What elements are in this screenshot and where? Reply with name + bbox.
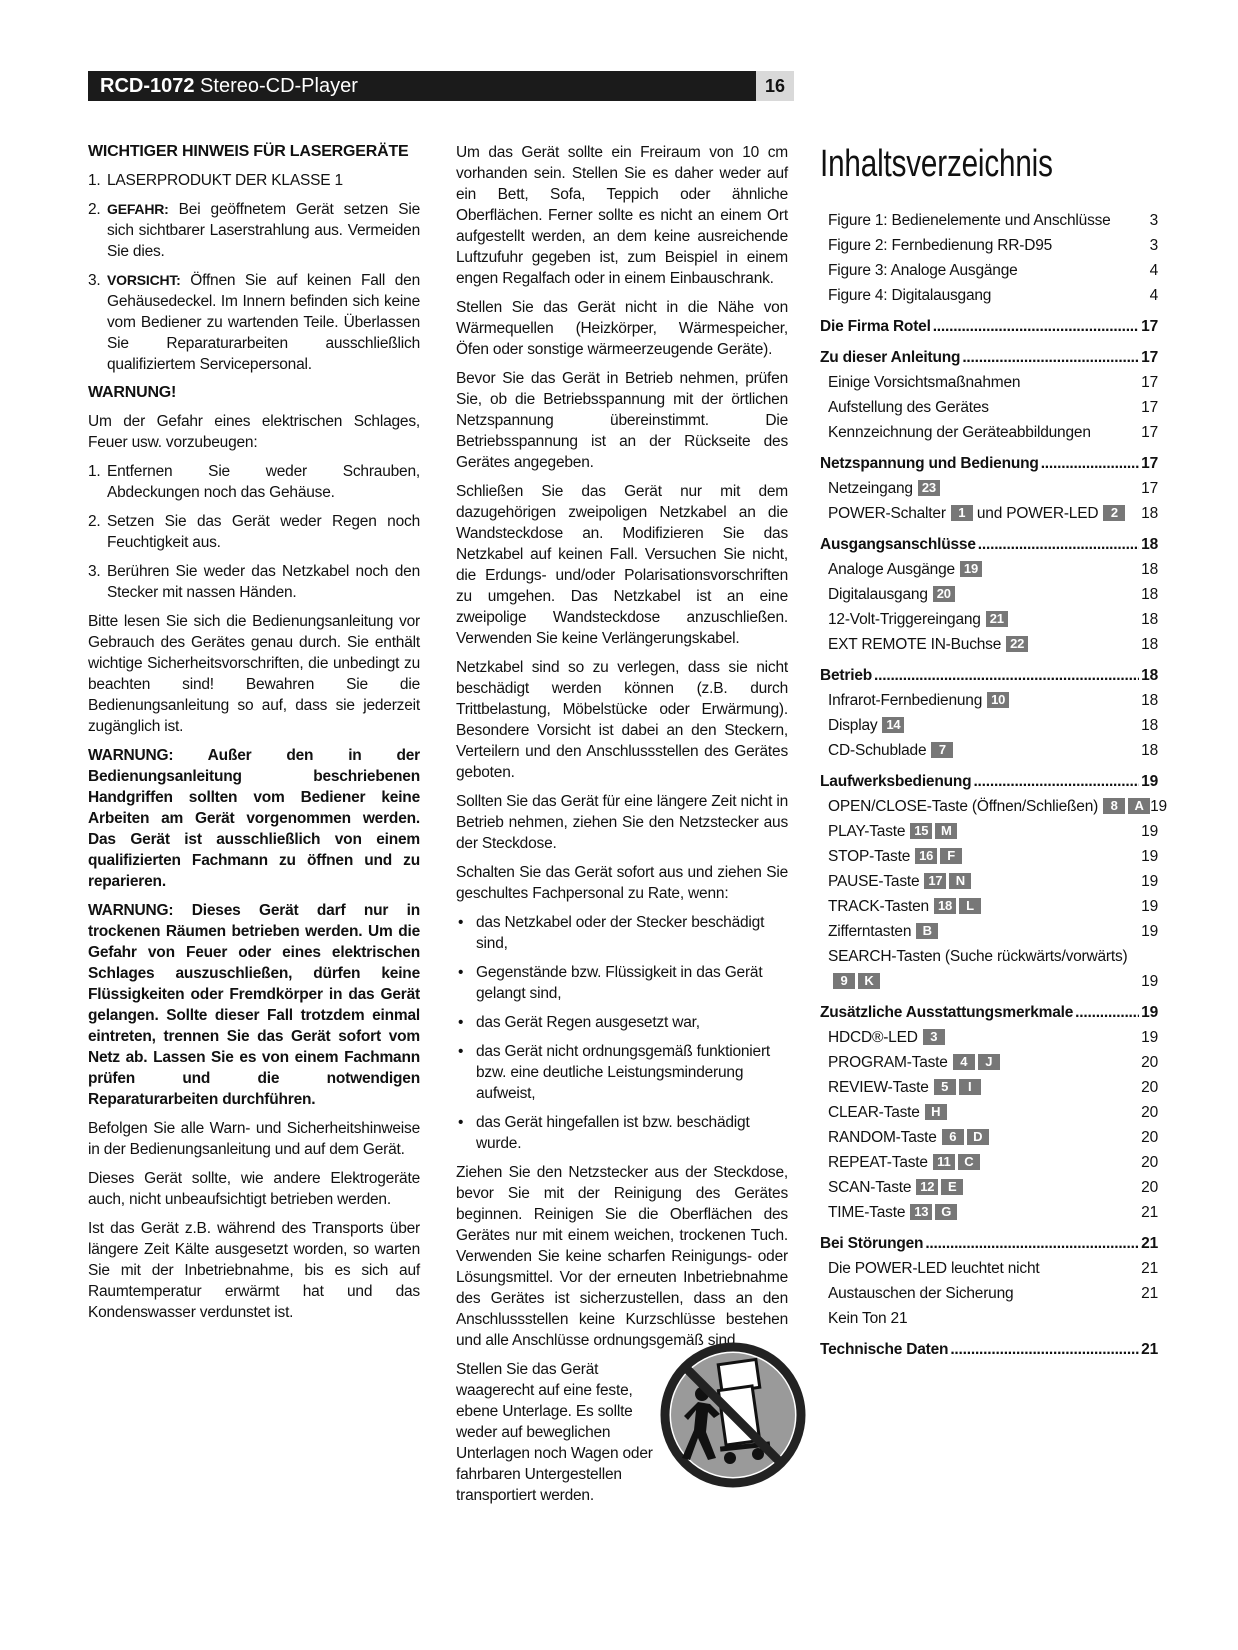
bullet-icon: • (458, 1043, 464, 1060)
list-number: 2. (88, 201, 101, 218)
toc-subentry-page: 18 (1141, 611, 1158, 628)
list-item (88, 561, 420, 603)
toc-subentry (820, 1256, 1158, 1281)
reference-badge: 18 (934, 898, 956, 914)
toc-section-title: Bei Störungen (820, 1235, 924, 1252)
page-number: 16 (756, 71, 794, 101)
toc-subentry-text: Austauschen der Sicherung (828, 1285, 1014, 1302)
reference-badge: L (959, 898, 981, 914)
toc-entry-page: 4 (1149, 287, 1158, 304)
toc-subentry-text: RANDOM-Taste (828, 1129, 937, 1146)
toc-section-title: Zu dieser Anleitung (820, 349, 961, 366)
list-item (88, 270, 420, 375)
reference-badge: 2 (1103, 505, 1125, 521)
toc-section-title: Netzspannung und Bedienung (820, 455, 1039, 472)
toc-subentry-page: 17 (1141, 424, 1158, 441)
toc-subentry (820, 794, 1167, 819)
toc-subentry-text: TRACK-Tasten (828, 898, 929, 915)
reference-badges (930, 582, 955, 607)
toc-subentry-title (828, 557, 982, 582)
toc-subentry-title (828, 1100, 947, 1125)
toc-subentry (820, 1125, 1158, 1150)
toc-subentry-text: 12-Volt-Triggereingang (828, 611, 981, 628)
reference-badge: 8 (1103, 798, 1125, 814)
left-column (88, 142, 420, 1331)
paragraph: Netzkabel sind so zu verlegen, dass sie nicht beschädigt werden können (z.B. durch Trittbelastung, Möbelstücke oder Erwärmung). Besondere Vorsicht ist dabei an den Steckern, Verteilern und den Anschlussstellen des Gerätes geboten. (456, 659, 788, 781)
reference-badges (913, 1175, 963, 1200)
list-number: 3. (88, 563, 101, 580)
no-cart-warning-icon (658, 1340, 808, 1490)
toc-section-entry (820, 1231, 1158, 1256)
toc-subentry-text: OPEN/CLOSE-Taste (Öffnen/Schließen) (828, 798, 1099, 815)
toc-subentry (820, 420, 1158, 445)
reference-badges (983, 607, 1008, 632)
toc-entry-title: Figure 1: Bedienelemente und Anschlüsse (828, 212, 1111, 229)
toc-subentry-page: 18 (1141, 586, 1158, 603)
toc-subentry-text: Infrarot-Fernbedienung (828, 692, 983, 709)
list-text: Berühren Sie weder das Netzkabel noch den Stecker mit nassen Händen. (107, 563, 420, 601)
list-text: das Gerät nicht ordnungsgemäß funktioniert bzw. eine deutliche Leistungsminderung aufweist, (476, 1043, 771, 1102)
list-item (456, 912, 788, 954)
reference-badges (912, 844, 962, 869)
list-text: das Netzkabel oder der Stecker beschädigt sind, (476, 914, 765, 952)
toc-subentry-text: SCAN-Taste (828, 1179, 912, 1196)
toc-subentry (820, 688, 1158, 713)
list-number: 2. (88, 513, 101, 530)
toc-subentry-title (828, 1200, 957, 1225)
reference-badge: 23 (918, 480, 940, 496)
reference-badges (830, 969, 880, 994)
reference-badge: 11 (933, 1154, 955, 1170)
reference-badge: H (925, 1104, 947, 1120)
toc-subentry (820, 1150, 1158, 1175)
paragraph: Schalten Sie das Gerät sofort aus und ziehen Sie geschultes Fachpersonal zu Rate, wenn: (456, 864, 788, 902)
reference-badge: 13 (910, 1204, 932, 1220)
paragraph: Um das Gerät sollte ein Freiraum von 10 cm vorhanden sein. Stellen Sie es daher weder auf ein Bett, Sofa, Teppich oder ähnliche Oberflächen. Ferner sollte es nicht an einem Ort aufgestellt werden, an dem keine ausreichende Luftzufuhr gegeben ist, zum Beispiel in einem engen Regalfach oder in einem Einbauschrank. (456, 144, 788, 287)
list-item (88, 199, 420, 262)
toc-subentry-title (828, 688, 1009, 713)
toc-subentry-text: REVIEW-Taste (828, 1079, 929, 1096)
reference-badges (907, 819, 957, 844)
toc-subentry-text: Netzeingang (828, 480, 913, 497)
reference-badge: 19 (960, 561, 982, 577)
toc-subentry (820, 844, 1158, 869)
paragraph: Befolgen Sie alle Warn- und Sicherheitshinweise in der Bedienungsanleitung und auf dem Gerät. (88, 1120, 420, 1158)
toc-entry-title: Figure 4: Digitalausgang (828, 287, 992, 304)
toc-subentry-title (828, 607, 1008, 632)
toc-leader (950, 1337, 1139, 1362)
reference-badge: A (1128, 798, 1150, 814)
list-text: Entfernen Sie weder Schrauben, Abdeckungen noch das Gehäuse. (107, 463, 420, 501)
toc-subentry-text: und POWER-LED (976, 505, 1099, 522)
toc-subentry-page: 18 (1141, 561, 1158, 578)
toc-title: Inhaltsverzeichnis (820, 143, 1053, 185)
reference-badge: 1 (951, 505, 973, 521)
list-text: LASERPRODUKT DER KLASSE 1 (107, 172, 343, 189)
toc-subentry-text: Analoge Ausgänge (828, 561, 955, 578)
laser-notice-title: WICHTIGER HINWEIS FÜR LASERGERÄTE (88, 143, 409, 160)
middle-column (456, 142, 788, 1514)
toc-figure-entry (820, 208, 1158, 233)
paragraph: Stellen Sie das Gerät waagerecht auf eine feste, ebene Unterlage. Es sollte weder auf beweglichen Unterlagen noch Wagen oder fahrbaren Untergestellen transportiert werden. (456, 1361, 653, 1504)
toc-subentry-title (828, 1025, 945, 1050)
reference-badges (922, 1100, 947, 1125)
reference-badge: 15 (910, 823, 932, 839)
reference-badges (915, 476, 940, 501)
reference-badge: 20 (933, 586, 955, 602)
toc-subentry-title (828, 582, 955, 607)
toc-subentry (820, 557, 1158, 582)
warning-list (88, 461, 420, 603)
toc-section-title: Zusätzliche Ausstattungsmerkmale (820, 1004, 1074, 1021)
reference-badge: F (940, 848, 962, 864)
paragraph: Ziehen Sie den Netzstecker aus der Steckdose, bevor Sie mit der Reinigung des Gerätes beginnen. Reinigen Sie die Oberflächen des Gerätes nur mit einem weichen, trockenen Tuch. Verwenden Sie keine scharfen Reinigungs- oder Lösungsmittel. Vor der erneuten Inbetriebnahme des Gerätes ist sicherzustellen, dass an den Anschlussstellen keine Kurzschlüsse bestehen und alle Anschlüsse ordnungsgemäß sind. (456, 1164, 788, 1349)
paragraph: Schließen Sie das Gerät nur mit dem dazugehörigen zweipoligen Netzkabel an die Wandsteckdose an. Modifizieren Sie das Netzkabel auf keinen Fall. Versuchen Sie nicht, die Erdungs- und/oder Polarisationsvorschriften zu umgehen. Das Netzkabel ist an eine zweipolige Wandsteckdose anzuschließen. Verwenden Sie keine Verlängerungskabel. (456, 483, 788, 647)
reference-badge: N (949, 873, 971, 889)
toc-subentry-title (828, 1175, 963, 1200)
toc-section-entry (820, 769, 1158, 794)
toc-subentry-title (828, 501, 1125, 526)
toc-subentry-title (828, 632, 1028, 657)
list-item (88, 511, 420, 553)
list-text: das Gerät hingefallen ist bzw. beschädigt wurde. (476, 1114, 750, 1152)
toc-leader (933, 314, 1139, 339)
toc-column (820, 142, 1167, 1362)
toc-subentry-continuation (820, 969, 1158, 994)
toc-leader (1075, 1000, 1139, 1025)
toc-section-entry (820, 532, 1158, 557)
toc-section-entry (820, 663, 1158, 688)
reference-badge: 3 (923, 1029, 945, 1045)
reference-badge: 16 (915, 848, 937, 864)
table-of-contents (820, 208, 1167, 1362)
toc-figure-entry (820, 233, 1158, 258)
toc-entry-page: 4 (1149, 262, 1158, 279)
toc-section-entry (820, 314, 1158, 339)
toc-subentry-text: Einige Vorsichtsmaßnahmen (828, 374, 1021, 391)
toc-subentry-title (828, 370, 1020, 395)
toc-subentry (820, 738, 1158, 763)
toc-section-page: 19 (1141, 773, 1158, 790)
reference-badge: 7 (931, 742, 953, 758)
toc-subentry-text: REPEAT-Taste (828, 1154, 928, 1171)
toc-subentry-page: 17 (1141, 480, 1158, 497)
toc-subentry (820, 370, 1158, 395)
toc-subentry-text: PLAY-Taste (828, 823, 906, 840)
toc-subentry (820, 869, 1158, 894)
list-text: das Gerät Regen ausgesetzt war, (476, 1014, 700, 1031)
toc-subentry-text: PAUSE-Taste (828, 873, 920, 890)
toc-subentry-page: 19 (1141, 898, 1158, 915)
reference-badge: B (916, 923, 938, 939)
toc-entry-title: Figure 2: Fernbedienung RR-D95 (828, 237, 1053, 254)
toc-subentry (820, 607, 1158, 632)
toc-subentry-text: Die POWER-LED leuchtet nicht (828, 1260, 1040, 1277)
reference-badge: 14 (882, 717, 904, 733)
toc-entry-page: 3 (1149, 237, 1158, 254)
reference-badges (913, 919, 938, 944)
reference-badges (930, 1150, 980, 1175)
toc-section-title: Ausgangsanschlüsse (820, 536, 976, 553)
paragraph: Stellen Sie das Gerät nicht in die Nähe von Wärmequellen (Heizkörper, Wärmespeicher, Öfen oder sonstige wärmeerzeugende Geräte). (456, 299, 788, 358)
list-item (88, 170, 420, 191)
bold-warning: WARNUNG: Dieses Gerät darf nur in trockenen Räumen betrieben werden. Um die Gefahr von Feuer oder eines elektrischen Schlages auszuschließen, dürfen keine Flüssigkeiten oder Fremdkörper in das Gerät gelangen. Sollte dieser Fall trotzdem einmal eintreten, trennen Sie das Gerät sofort vom Netz ab. Lassen Sie es von einem Fachmann prüfen und die notwendigen Reparaturarbeiten durchführen. (88, 902, 420, 1108)
list-text: Bei geöffnetem Gerät setzen Sie sich sichtbarer Laserstrahlung aus. Vermeiden Sie dies. (107, 201, 420, 260)
reference-badge: M (935, 823, 957, 839)
list-item (456, 962, 788, 1004)
paragraph: Dieses Gerät sollte, wie andere Elektrogeräte auch, nicht unbeaufsichtigt betrieben werden. (88, 1170, 420, 1208)
reference-badges (921, 869, 971, 894)
toc-subentry-title (828, 1150, 980, 1175)
reference-badges (1003, 632, 1028, 657)
toc-subentry-page: 18 (1141, 717, 1158, 734)
reference-badge: E (941, 1179, 963, 1195)
toc-section-page: 18 (1141, 667, 1158, 684)
toc-subentry-text: CLEAR-Taste (828, 1104, 920, 1121)
toc-subentry-title (828, 713, 904, 738)
toc-subentry-text: TIME-Taste (828, 1204, 906, 1221)
toc-subentry-page: 18 (1141, 742, 1158, 759)
list-text: Öffnen Sie auf keinen Fall den Gehäusedeckel. Im Innern befinden sich keine vom Bediener zu wartenden Teile. Überlassen Sie Reparaturarbeiten ausschließlich qualifiziertem Servicepersonal. (107, 272, 420, 373)
paragraph: Ist das Gerät z.B. während des Transports über längere Zeit Kälte ausgesetzt worden, so warten Sie mit der Inbetriebnahme, bis es sich auf Raumtemperatur erwärmt hat und das Kondenswasser verdunstet ist. (88, 1220, 420, 1321)
list-number: 1. (88, 172, 101, 189)
reference-badge: 21 (986, 611, 1008, 627)
header-bar (88, 71, 756, 101)
toc-subentry-text: Zifferntasten (828, 923, 912, 940)
toc-leader (925, 1231, 1139, 1256)
toc-subentry (820, 1175, 1158, 1200)
toc-subentry-page: 19 (1141, 923, 1158, 940)
reference-badge: 12 (916, 1179, 938, 1195)
toc-section-entry (820, 1000, 1158, 1025)
toc-subentry (820, 1100, 1158, 1125)
toc-subentry-page: 20 (1141, 1179, 1158, 1196)
toc-section-title: Technische Daten (820, 1341, 949, 1358)
list-item (456, 1041, 788, 1104)
reference-badge: 17 (924, 873, 946, 889)
bullet-icon: • (458, 1014, 464, 1031)
toc-subentry-page: 18 (1141, 505, 1158, 522)
toc-section-title: Die Firma Rotel (820, 318, 931, 335)
toc-subentry (820, 632, 1158, 657)
toc-section-page: 21 (1141, 1341, 1158, 1358)
toc-subentry-text: Kein Ton 21 (828, 1310, 908, 1327)
toc-subentry-title (828, 738, 953, 763)
paragraph: Sollten Sie das Gerät für eine längere Zeit nicht in Betrieb nehmen, ziehen Sie den Netzstecker aus der Steckdose. (456, 793, 788, 852)
reference-badges (879, 713, 904, 738)
toc-subentry-page: 21 (1141, 1204, 1158, 1221)
list-item (456, 1012, 788, 1033)
toc-section-page: 17 (1141, 318, 1158, 335)
reference-badges (920, 1025, 945, 1050)
toc-leader (1041, 451, 1139, 476)
condition-list (456, 912, 788, 1154)
reference-badges (957, 557, 982, 582)
toc-subentry-page: 20 (1141, 1154, 1158, 1171)
toc-section-entry (820, 451, 1158, 476)
list-item (88, 461, 420, 503)
toc-subentry-title (828, 869, 971, 894)
model-name: RCD-1072 (100, 75, 195, 97)
toc-subentry (820, 476, 1158, 501)
reference-badge: C (958, 1154, 980, 1170)
toc-subentry-title (828, 819, 957, 844)
toc-subentry-text: POWER-Schalter (828, 505, 946, 522)
toc-subentry-title (828, 944, 1128, 969)
toc-subentry-title (828, 1075, 981, 1100)
toc-subentry (820, 395, 1158, 420)
toc-section-title: Laufwerksbedienung (820, 773, 972, 790)
toc-subentry-page: 20 (1141, 1129, 1158, 1146)
reference-badge: 10 (987, 692, 1009, 708)
toc-figure-entry (820, 258, 1158, 283)
toc-section-page: 18 (1141, 536, 1158, 553)
reference-badges (1100, 794, 1150, 819)
product-name: Stereo-CD-Player (200, 75, 358, 97)
toc-subentry (820, 582, 1158, 607)
reference-badges (948, 501, 973, 526)
toc-subentry-page: 20 (1141, 1104, 1158, 1121)
toc-subentry-text: SEARCH-Tasten (Suche rückwärts/vorwärts) (828, 948, 1128, 965)
toc-subentry-page: 20 (1141, 1079, 1158, 1096)
bold-warning: WARNUNG: Außer den in der Bedienungsanleitung beschriebenen Handgriffen sollten vom Bediener keine Arbeiten am Gerät vorgenommen werden. Das Gerät ist ausschließlich von einem qualifizierten Fachmann zu öffnen und zu reparieren. (88, 747, 420, 890)
toc-subentry-title (828, 844, 962, 869)
toc-subentry-title (828, 1281, 1013, 1306)
toc-subentry-text: EXT REMOTE IN-Buchse (828, 636, 1002, 653)
warning-intro: Um der Gefahr eines elektrischen Schlages, Feuer usw. vorzubeugen: (88, 413, 420, 451)
reference-badge: G (935, 1204, 957, 1220)
toc-subentry-title (828, 919, 938, 944)
toc-subentry-title (828, 1306, 907, 1331)
reference-badges (1100, 501, 1125, 526)
toc-section-page: 17 (1141, 455, 1158, 472)
list-label: GEFAHR: (107, 201, 169, 217)
toc-subentry (820, 501, 1158, 526)
toc-subentry-page: 20 (1141, 1054, 1158, 1071)
reference-badge: J (978, 1054, 1000, 1070)
warning-title: WARNUNG! (88, 384, 177, 401)
toc-subentry-page: 19 (1141, 973, 1158, 990)
toc-subentry-text: Kennzeichnung der Geräteabbildungen (828, 424, 1091, 441)
paragraph: Bitte lesen Sie sich die Bedienungsanleitung vor Gebrauch des Gerätes genau durch. Sie enthält wichtige Sicherheitsvorschriften, die unbedingt zu beachten sind! Bewahren Sie die Bedienungsanleitung so auf, dass sie jederzeit zugänglich ist. (88, 613, 420, 735)
reference-badges (950, 1050, 1000, 1075)
toc-subentry (820, 1075, 1158, 1100)
toc-entry-page: 3 (1149, 212, 1158, 229)
reference-badge: I (959, 1079, 981, 1095)
list-number: 1. (88, 463, 101, 480)
toc-subentry (820, 919, 1158, 944)
toc-subentry (820, 1050, 1158, 1075)
toc-subentry (820, 1306, 1158, 1331)
list-label: VORSICHT: (107, 272, 181, 288)
toc-subentry (820, 944, 1158, 969)
toc-subentry-page: 18 (1141, 692, 1158, 709)
toc-subentry-page: 21 (1141, 1260, 1158, 1277)
reference-badges (984, 688, 1009, 713)
toc-leader (978, 532, 1139, 557)
toc-subentry-text: STOP-Taste (828, 848, 911, 865)
toc-subentry-title (828, 395, 989, 420)
reference-badges (931, 1075, 981, 1100)
toc-subentry-page: 19 (1150, 798, 1167, 815)
toc-leader (973, 769, 1139, 794)
bullet-icon: • (458, 964, 464, 981)
reference-badge: D (967, 1129, 989, 1145)
toc-figure-entry (820, 283, 1158, 308)
list-text: Gegenstände bzw. Flüssigkeit in das Gerät gelangt sind, (476, 964, 763, 1002)
toc-leader (962, 345, 1139, 370)
toc-section-title: Betrieb (820, 667, 873, 684)
toc-subentry (820, 1200, 1158, 1225)
laser-notice-list (88, 170, 420, 375)
toc-subentry-title (828, 1050, 1000, 1075)
list-text: Setzen Sie das Gerät weder Regen noch Feuchtigkeit aus. (107, 513, 420, 551)
bullet-icon: • (458, 1114, 464, 1131)
toc-subentry-text: HDCD®-LED (828, 1029, 918, 1046)
toc-subentry (820, 713, 1158, 738)
toc-subentry-title (828, 476, 940, 501)
reference-badge: K (858, 973, 880, 989)
toc-subentry-text: Display (828, 717, 878, 734)
toc-subentry-page: 17 (1141, 374, 1158, 391)
toc-section-page: 21 (1141, 1235, 1158, 1252)
reference-badges (928, 738, 953, 763)
page-header (88, 71, 794, 101)
toc-subentry-page: 19 (1141, 1029, 1158, 1046)
toc-subentry-page: 21 (1141, 1285, 1158, 1302)
toc-subentry-page: 19 (1141, 823, 1158, 840)
toc-section-page: 17 (1141, 349, 1158, 366)
toc-subentry (820, 894, 1158, 919)
toc-subentry-page: 19 (1141, 873, 1158, 890)
paragraph: Bevor Sie das Gerät in Betrieb nehmen, prüfen Sie, ob die Betriebsspannung mit der örtlichen Netzspannung übereinstimmt. Die Betriebsspannung ist an der Rückseite des Gerätes angegeben. (456, 370, 788, 471)
bullet-icon: • (458, 914, 464, 931)
reference-badges (939, 1125, 989, 1150)
toc-section-entry (820, 345, 1158, 370)
toc-subentry-text: PROGRAM-Taste (828, 1054, 948, 1071)
toc-section-page: 19 (1141, 1004, 1158, 1021)
toc-subentry (820, 819, 1158, 844)
list-item (456, 1112, 788, 1154)
toc-subentry-page: 18 (1141, 636, 1158, 653)
toc-subentry-text: Digitalausgang (828, 586, 928, 603)
toc-subentry-title (828, 420, 1091, 445)
reference-badge: 22 (1006, 636, 1028, 652)
toc-subentry-title (828, 894, 981, 919)
reference-badges (931, 894, 981, 919)
toc-entry-title: Figure 3: Analoge Ausgänge (828, 262, 1018, 279)
reference-badge: 6 (942, 1129, 964, 1145)
toc-subentry (820, 1281, 1158, 1306)
toc-subentry-title (828, 1125, 989, 1150)
reference-badges (907, 1200, 957, 1225)
reference-badge: 5 (934, 1079, 956, 1095)
list-number: 3. (88, 272, 101, 289)
toc-subentry-title (828, 1256, 1039, 1281)
toc-subentry-title (828, 794, 1150, 819)
reference-badge: 4 (953, 1054, 975, 1070)
toc-subentry-text: CD-Schublade (828, 742, 927, 759)
toc-subentry-page: 17 (1141, 399, 1158, 416)
toc-section-entry (820, 1337, 1158, 1362)
toc-subentry-page: 19 (1141, 848, 1158, 865)
toc-subentry (820, 1025, 1158, 1050)
toc-subentry-text: Aufstellung des Gerätes (828, 399, 989, 416)
toc-leader (874, 663, 1139, 688)
reference-badge: 9 (833, 973, 855, 989)
